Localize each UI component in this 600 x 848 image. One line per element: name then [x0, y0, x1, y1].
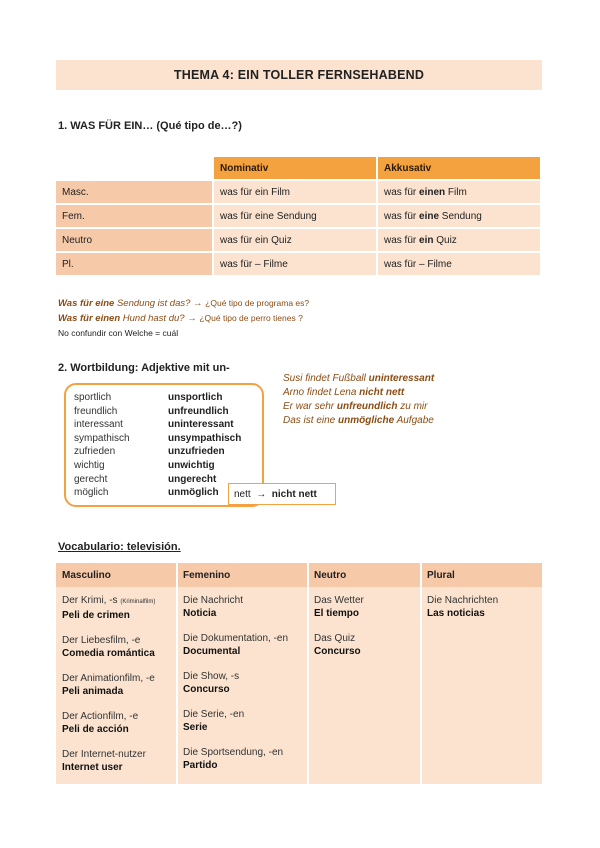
- sentence-bold: unmögliche: [338, 415, 395, 426]
- adjective-base: möglich: [74, 487, 109, 499]
- section1-heading: 1. WAS FÜR EIN… (Qué tipo de…?): [58, 120, 242, 132]
- grammar-nom-cell: was für ein Quiz: [214, 229, 378, 253]
- vocab-col-masculino: [62, 587, 155, 784]
- vocab-es: Concurso: [314, 646, 361, 657]
- akk-bold: einen: [419, 186, 446, 198]
- vocab-de-text: Der Krimi, -s: [62, 595, 121, 606]
- vocab-de: Die Nachrichten: [427, 595, 499, 606]
- adjective-negated: unmöglich: [168, 487, 219, 499]
- adjective-negated: ungerecht: [168, 473, 217, 485]
- example-sentence: [283, 386, 434, 400]
- example-sentence: [283, 414, 434, 428]
- vocab-header-neutro: Neutro: [314, 569, 347, 581]
- akk-post: Quiz: [433, 234, 457, 246]
- example-sentences: [283, 372, 434, 428]
- vocab-divider: [176, 563, 178, 784]
- example-translation: ¿Qué tipo de programa es?: [205, 298, 310, 308]
- nett-pre: nett →: [234, 488, 272, 500]
- adjective-base: sportlich: [74, 392, 112, 403]
- grammar-row-label: Fem.: [56, 205, 214, 229]
- vocab-de: Der Animationfilm, -e: [62, 673, 155, 684]
- example-bold: Was für einen: [58, 313, 121, 324]
- adjective-pair: [74, 432, 254, 446]
- example-rest: Sendung ist das? →: [114, 298, 206, 309]
- grammar-table: [56, 157, 542, 277]
- adjective-pair: [74, 473, 254, 487]
- adjective-negated: uninteressant: [168, 419, 234, 431]
- vocab-de: Die Show, -s: [183, 671, 240, 682]
- vocab-es: Peli de acción: [62, 724, 129, 735]
- grammar-header-row: [56, 157, 542, 181]
- vocab-entry: [183, 594, 288, 620]
- example-line: [58, 296, 309, 311]
- vocab-entry: [62, 634, 155, 660]
- example-sentence: [283, 372, 434, 386]
- vocab-es: Peli de crimen: [62, 610, 130, 621]
- vocab-entry: [62, 594, 155, 622]
- example-sentence: [283, 400, 434, 414]
- adjective-base: freundlich: [74, 405, 118, 417]
- adjective-pair: [74, 445, 254, 459]
- grammar-row-label: Pl.: [56, 253, 214, 277]
- vocab-header-row: [56, 563, 542, 587]
- grammar-akk-cell: [378, 229, 542, 253]
- vocab-es: Comedia romántica: [62, 648, 155, 659]
- sentence-bold: unfreundlich: [336, 401, 398, 412]
- vocab-entry: [314, 632, 364, 658]
- vocab-entry: [62, 710, 155, 736]
- grammar-header-blank: [56, 157, 214, 181]
- vocab-entry: [314, 594, 364, 620]
- sentence-bold: nicht nett: [359, 387, 405, 398]
- vocab-col-femenino: [183, 587, 288, 784]
- akk-post: Film: [445, 186, 467, 198]
- sentence-post: Aufgabe: [394, 415, 434, 426]
- vocab-de: Die Nachricht: [183, 595, 244, 606]
- vocab-es: Concurso: [183, 684, 230, 695]
- sentence-pre: Arno findet Lena: [283, 387, 360, 398]
- vocab-de: [62, 594, 155, 609]
- adjective-pair: [74, 405, 254, 419]
- grammar-row: [56, 181, 542, 205]
- grammar-header-akkusativ: Akkusativ: [378, 157, 542, 181]
- adjective-negated: unzufrieden: [168, 446, 225, 458]
- grammar-row: [56, 229, 542, 253]
- vocab-table: [56, 563, 542, 784]
- grammar-row: [56, 205, 542, 229]
- vocab-entry: [183, 632, 288, 658]
- vocab-de: Die Sportsendung, -en: [183, 747, 284, 758]
- akk-pre: was für: [384, 234, 420, 246]
- vocab-de: Die Dokumentation, -en: [183, 633, 289, 644]
- vocab-header-masculino: Masculino: [62, 569, 111, 581]
- vocab-title: Vocabulario: televisión.: [58, 541, 181, 553]
- vocab-header-femenino: Femenino: [183, 569, 231, 581]
- vocab-header-plural: Plural: [427, 569, 455, 581]
- vocab-entry: [183, 746, 288, 772]
- vocab-es: Las noticias: [427, 608, 485, 619]
- vocab-de: Der Internet-nutzer: [62, 749, 146, 760]
- vocab-col-plural: [427, 587, 498, 784]
- vocab-divider: [420, 563, 422, 784]
- adjective-base: sympathisch: [74, 432, 130, 444]
- vocab-divider: [307, 563, 309, 784]
- adjective-negated: unsympathisch: [168, 432, 242, 444]
- akk-pre: was für: [384, 210, 420, 222]
- nett-bold: nicht nett: [271, 488, 317, 500]
- section2-heading: 2. Wortbildung: Adjektive mit un-: [58, 362, 230, 374]
- adjective-base: gerecht: [74, 473, 108, 485]
- examples-block: [58, 296, 309, 340]
- grammar-akk-cell: [378, 253, 542, 277]
- sentence-post: zu mir: [397, 401, 428, 412]
- grammar-row: [56, 253, 542, 277]
- akk-bold: ein: [419, 234, 434, 246]
- vocab-es: Partido: [183, 760, 218, 771]
- vocab-de: Der Actionfilm, -e: [62, 711, 139, 722]
- vocab-de: Die Serie, -en: [183, 709, 245, 720]
- vocab-de-small: (Kriminalfilm): [120, 599, 156, 605]
- sentence-pre: Das ist eine: [283, 415, 339, 426]
- example-rest: Hund hast du? →: [120, 313, 200, 324]
- akk-pre: was für – Filme: [384, 258, 452, 270]
- example-bold: Was für eine: [58, 298, 115, 309]
- grammar-row-label: Masc.: [56, 181, 214, 205]
- grammar-header-nominativ: Nominativ: [214, 157, 378, 181]
- vocab-col-neutro: [314, 587, 364, 784]
- vocab-es: Documental: [183, 646, 241, 657]
- adjective-pair: [74, 418, 254, 432]
- vocab-es: Noticia: [183, 608, 217, 619]
- vocab-entry: [62, 672, 155, 698]
- grammar-nom-cell: was für eine Sendung: [214, 205, 378, 229]
- adjective-pair: [74, 486, 254, 500]
- vocab-de: Das Wetter: [314, 595, 364, 606]
- vocab-entry: [62, 748, 155, 774]
- example-line: [58, 311, 309, 326]
- vocab-entry: [183, 708, 288, 734]
- nett-callout: [228, 483, 336, 505]
- adjective-negated: unwichtig: [168, 459, 215, 471]
- grammar-row-label: Neutro: [56, 229, 214, 253]
- vocab-de: Das Quiz: [314, 633, 356, 644]
- vocab-entry: [183, 670, 288, 696]
- vocab-de: Der Liebesfilm, -e: [62, 635, 141, 646]
- adjective-base: wichtig: [74, 459, 105, 471]
- sentence-pre: Er war sehr: [283, 401, 337, 412]
- adjective-pair: [74, 391, 254, 405]
- akk-post: Sendung: [439, 210, 482, 222]
- grammar-akk-cell: [378, 181, 542, 205]
- grammar-nom-cell: was für ein Film: [214, 181, 378, 205]
- vocab-entry: [427, 594, 498, 620]
- sentence-pre: Susi findet Fußball: [283, 373, 369, 384]
- adjective-negated: unsportlich: [168, 392, 223, 403]
- adjective-base: zufrieden: [74, 446, 116, 458]
- welche-note: No confundir con Welche = cuál: [58, 328, 179, 338]
- page-title: [56, 60, 542, 90]
- example-translation: ¿Qué tipo de perro tienes ?: [199, 313, 303, 323]
- akk-bold: eine: [419, 210, 440, 222]
- grammar-akk-cell: [378, 205, 542, 229]
- page-title-text: THEMA 4: EIN TOLLER FERNSEHABEND: [173, 68, 425, 82]
- adjective-base: interessant: [74, 419, 123, 431]
- vocab-es: Serie: [183, 722, 208, 733]
- vocab-es: Peli animada: [62, 686, 124, 697]
- adjective-pair: [74, 459, 254, 473]
- vocab-es: El tiempo: [314, 608, 360, 619]
- grammar-nom-cell: was für – Filme: [214, 253, 378, 277]
- vocab-es: Internet user: [62, 762, 123, 773]
- akk-pre: was für: [384, 186, 420, 198]
- adjective-negated: unfreundlich: [168, 405, 229, 417]
- sentence-bold: uninteressant: [368, 373, 435, 384]
